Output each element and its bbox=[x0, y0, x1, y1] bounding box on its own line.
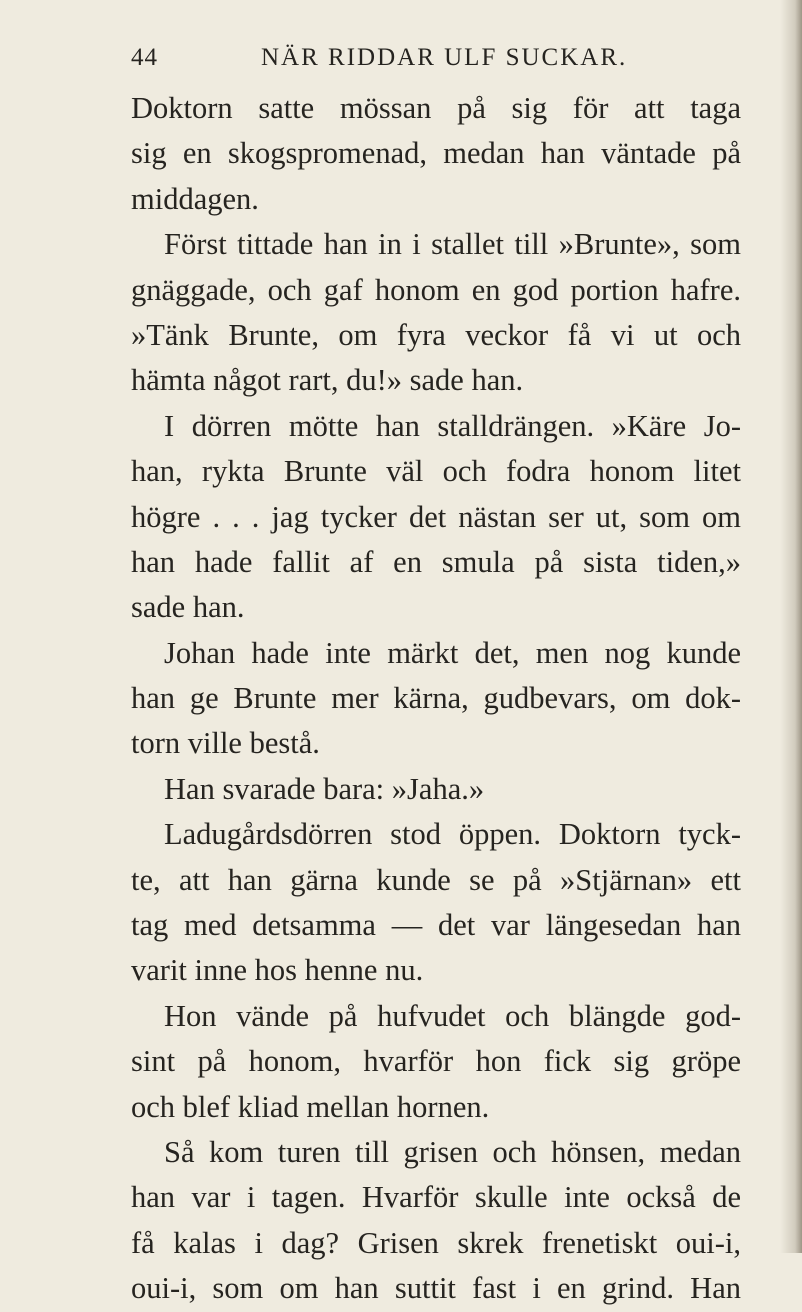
text-line: tag med detsamma — det var längesedan han bbox=[131, 908, 741, 943]
text-line: högre . . . jag tycker det nästan ser ut, som om bbox=[131, 499, 741, 534]
text-line: sig en skogspromenad, medan han väntade på bbox=[131, 136, 741, 171]
text-line: gnäggade, och gaf honom en god portion hafre. bbox=[131, 272, 741, 307]
text-line: få kalas i dag? Grisen skrek frenetiskt oui-i, bbox=[131, 1225, 741, 1260]
text-line: Doktorn satte mössan på sig för att taga bbox=[131, 91, 741, 125]
text-line: Ladugårdsdörren stod öppen. Doktorn tyck- bbox=[164, 817, 741, 852]
text-line: han, rykta Brunte väl och fodra honom litet bbox=[131, 454, 741, 489]
chapter-title: NÄR RIDDAR ULF SUCKAR. bbox=[261, 44, 628, 71]
text-line: sint på honom, hvarför hon fick sig gröpe bbox=[131, 1044, 741, 1079]
text-line: Först tittade han in i stallet till »Brunte», som bbox=[164, 227, 741, 262]
text-line: han ge Brunte mer kärna, gudbevars, om dok- bbox=[131, 681, 741, 716]
text-line: Han svarade bara: »Jaha.» bbox=[164, 771, 485, 806]
text-line: torn ville bestå. bbox=[131, 726, 320, 761]
text-line: sade han. bbox=[131, 590, 245, 625]
text-line: te, att han gärna kunde se på »Stjärnan» ett bbox=[131, 862, 741, 897]
text-line: han var i tagen. Hvarför skulle inte också de bbox=[131, 1180, 741, 1215]
text-line: Johan hade inte märkt det, men nog kunde bbox=[164, 635, 741, 670]
text-line: middagen. bbox=[131, 181, 259, 216]
text-line: Hon vände på hufvudet och blängde god- bbox=[164, 998, 741, 1033]
text-line: I dörren mötte han stalldrängen. »Käre Jo- bbox=[164, 408, 741, 443]
text-line: han hade fallit af en smula på sista tiden,» bbox=[131, 544, 741, 579]
page-number: 44 bbox=[131, 44, 158, 71]
running-head bbox=[131, 44, 741, 84]
text-line: varit inne hos henne nu. bbox=[131, 953, 424, 988]
text-line: hämta något rart, du!» sade han. bbox=[131, 363, 524, 398]
text-line: oui-i, som om han suttit fast i en grind. Han bbox=[131, 1271, 741, 1306]
text-line: Så kom turen till grisen och hönsen, medan bbox=[164, 1134, 741, 1169]
text-line: »Tänk Brunte, om fyra veckor få vi ut och bbox=[131, 317, 741, 352]
body-text bbox=[131, 86, 741, 1312]
text-line: och blef kliad mellan hornen. bbox=[131, 1089, 490, 1124]
